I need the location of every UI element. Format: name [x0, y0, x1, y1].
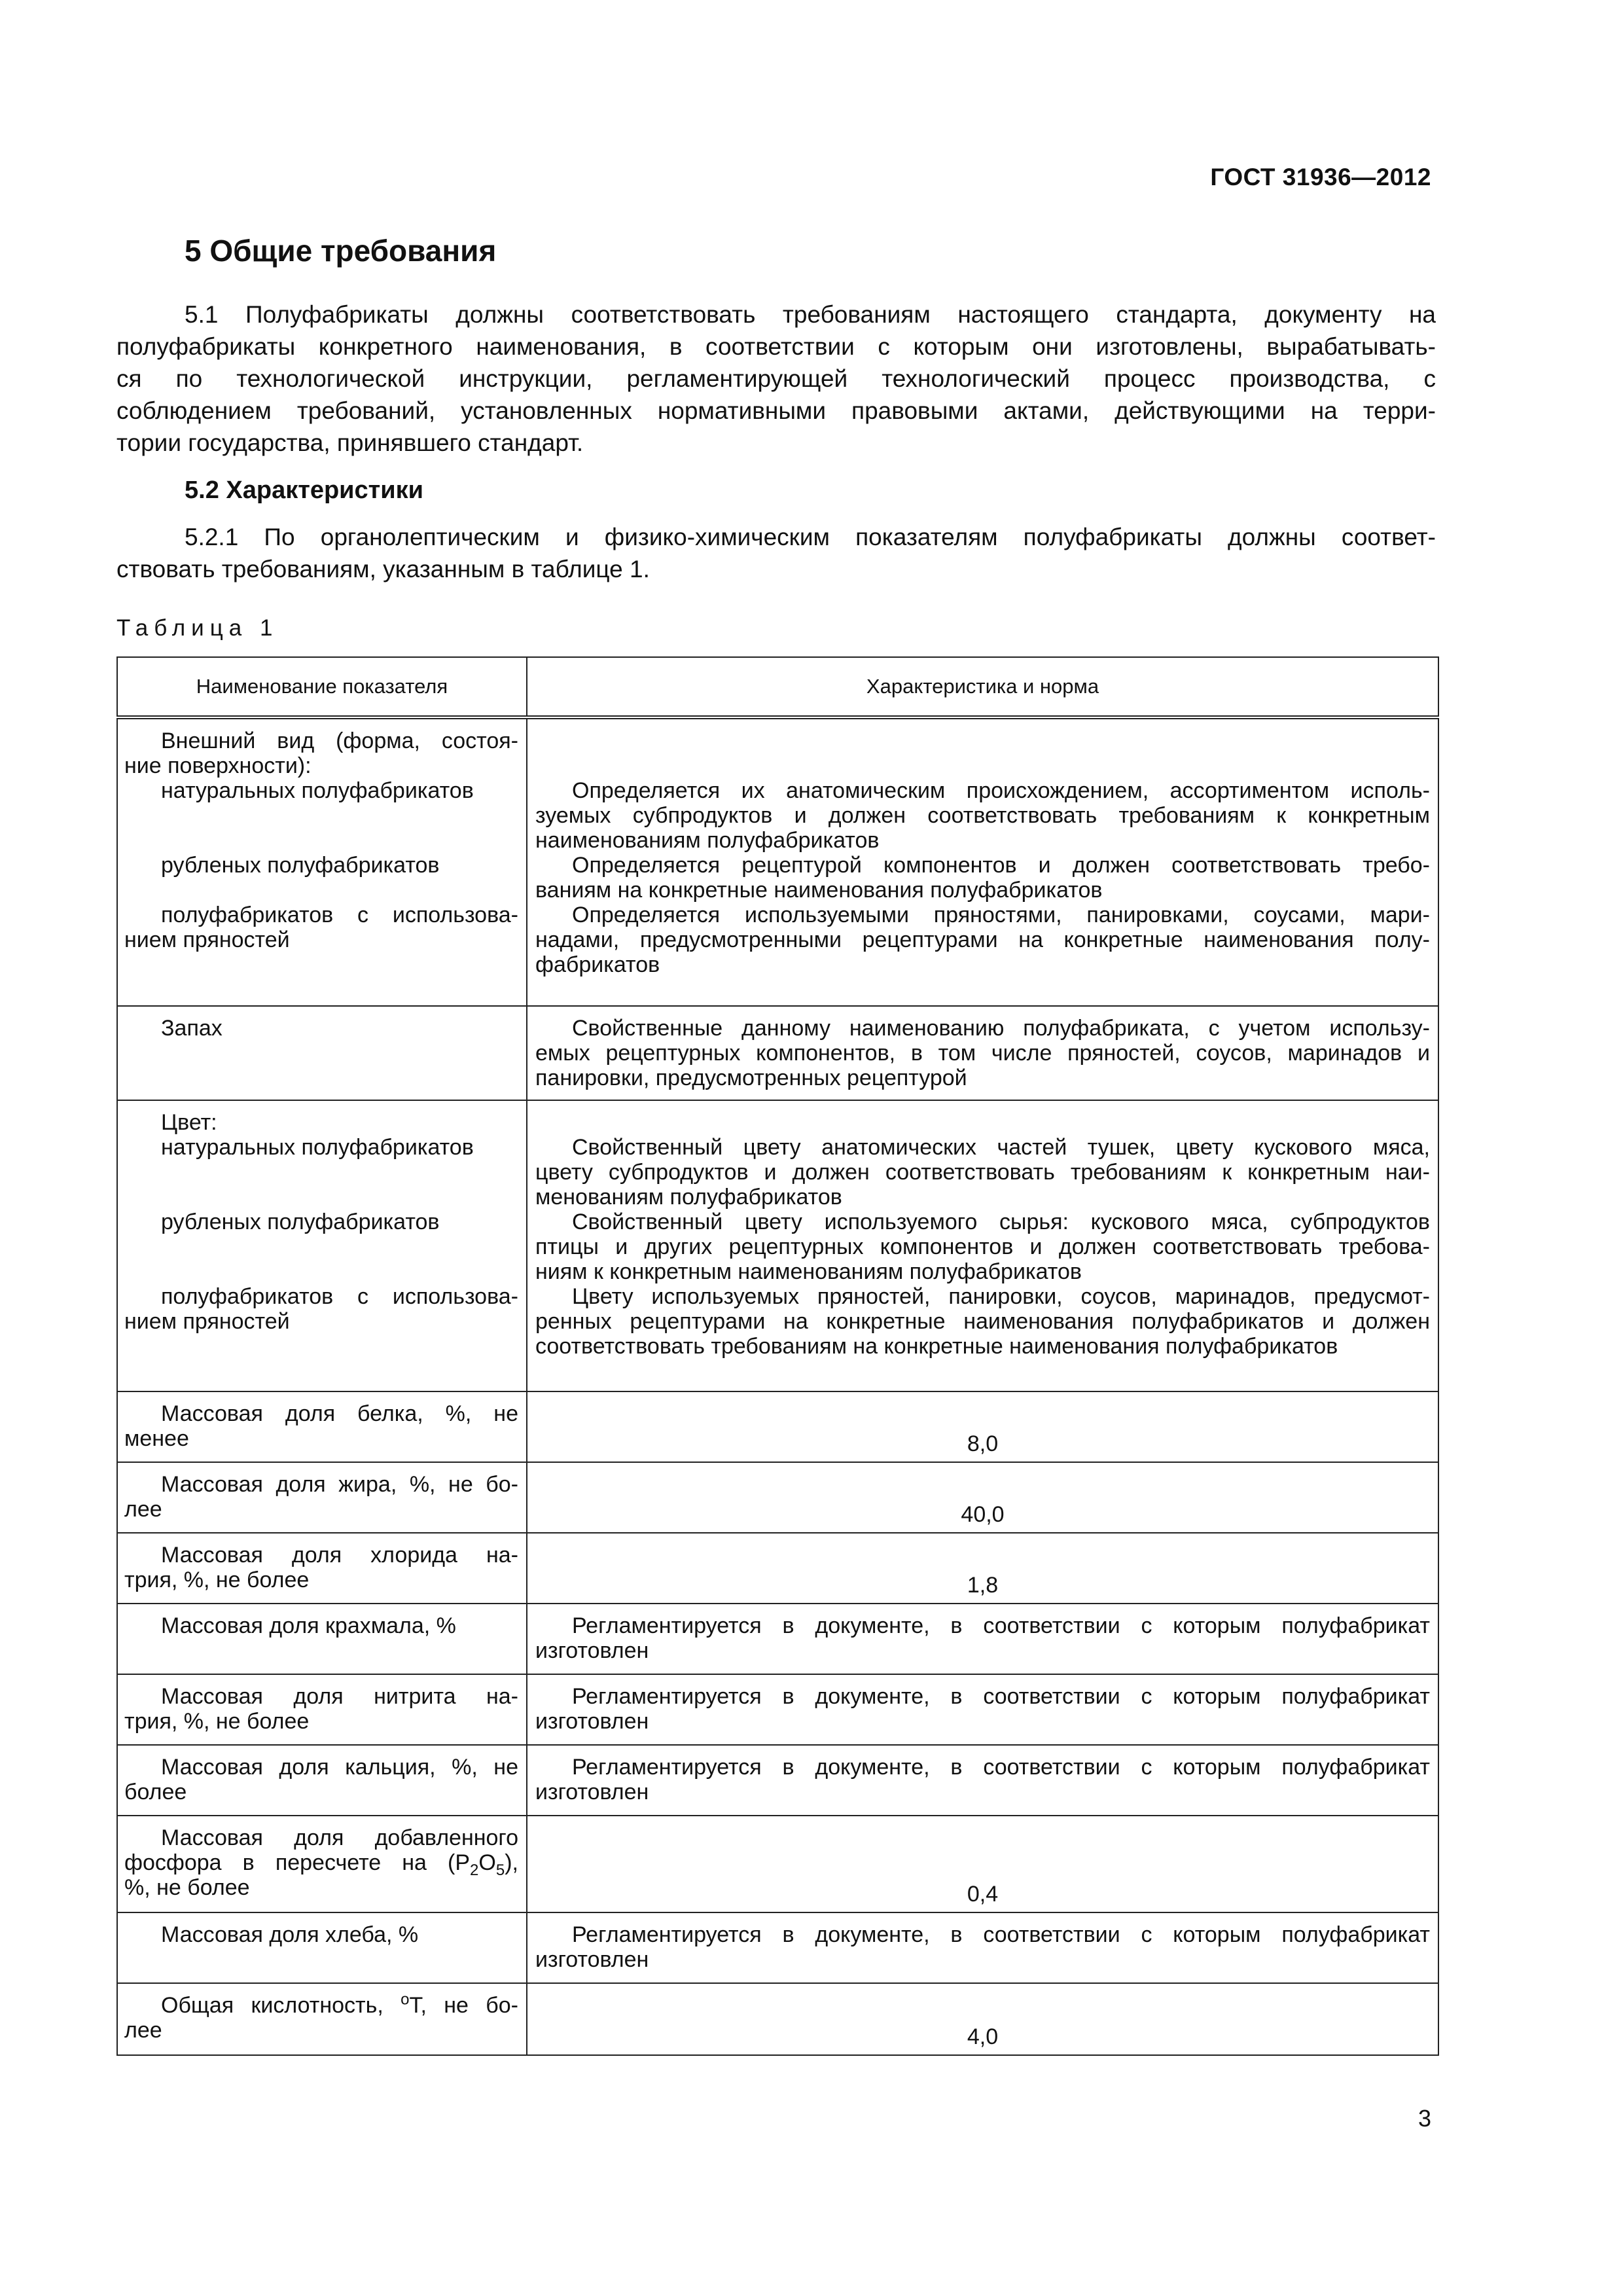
subsection-title: 5.2 Характеристики: [185, 476, 424, 504]
indicator-text: лее: [124, 1497, 162, 1522]
indicator-text: Массовая доля нитрита на-: [161, 1684, 518, 1709]
text-part: Общая кислотность,: [161, 1993, 401, 2018]
indicator-text: Массовая доля добавленного: [161, 1825, 518, 1850]
indicator-cell: [117, 717, 527, 1006]
norm-text: менованиям полуфабрикатов: [535, 1185, 842, 1210]
indicator-text: Массовая доля белка, %, не: [161, 1401, 518, 1426]
subscript: 2: [470, 1861, 479, 1879]
norm-text: надами, предусмотренными рецептурами на конкретные наименования полу-: [535, 927, 1430, 952]
indicator-text: Цвет:: [161, 1110, 217, 1135]
norm-text: цвету субпродуктов и должен соответствовать требованиям к конкретным наи-: [535, 1160, 1430, 1185]
norm-text: изготовлен: [535, 1638, 649, 1663]
indicator-text: нием пряностей: [124, 1309, 290, 1334]
norm-text: панировки, предусмотренных рецептурой: [535, 1066, 967, 1090]
norm-text: Свойственный цвету используемого сырья: кускового мяса, субпродуктов: [572, 1210, 1430, 1234]
norm-cell: [527, 1006, 1438, 1100]
standard-number: ГОСТ 31936—2012: [1210, 164, 1431, 190]
spacer: [535, 728, 1430, 778]
indicator-cell: [117, 1391, 527, 1462]
indicator-text: рубленых полуфабрикатов: [161, 1210, 440, 1234]
norm-text: Цвету используемых пряностей, панировки, соусов, маринадов, предусмот-: [572, 1284, 1430, 1309]
indicator-text: полуфабрикатов с использова-: [161, 1284, 518, 1309]
table-row: [117, 1006, 1438, 1100]
norm-value: 40,0: [961, 1502, 1005, 1527]
norm-cell: [527, 1604, 1438, 1674]
paragraph-line: 5.1 Полуфабрикаты должны соответствовать требованиям настоящего стандарта, документу на: [185, 301, 1436, 328]
indicator-text: лее: [124, 2018, 162, 2043]
norm-text: Свойственные данному наименованию полуфабриката, с учетом использу-: [572, 1016, 1430, 1041]
indicator-text: Массовая доля хлорида на-: [161, 1543, 518, 1568]
spacer: [124, 878, 518, 903]
paragraph-line: тории государства, принявшего стандарт.: [116, 429, 584, 456]
norm-value: 1,8: [967, 1573, 999, 1598]
paragraph-5-2-1: [116, 521, 1436, 585]
paragraph-line: ствовать требованиям, указанным в таблице 1.: [116, 556, 650, 583]
header-norm: Характеристика и норма: [527, 657, 1438, 717]
norm-cell: [527, 1983, 1438, 2055]
norm-text: Регламентируется в документе, в соответствии с которым полуфабрикат: [572, 1755, 1430, 1780]
norm-value: 8,0: [967, 1431, 999, 1456]
indicator-text: %, не более: [124, 1875, 250, 1900]
norm-text: соответствовать требованиям на конкретные наименования полуфабрикатов: [535, 1334, 1338, 1359]
table-row: [117, 1533, 1438, 1604]
norm-text: Определяется используемыми пряностями, панировками, соусами, мари-: [572, 903, 1430, 927]
table-header-row: [117, 657, 1438, 717]
indicator-text: натуральных полуфабрикатов: [161, 1135, 474, 1160]
indicator-cell: [117, 1006, 527, 1100]
norm-text: птицы и других рецептурных компонентов и должен соответствовать требова-: [535, 1234, 1430, 1259]
indicator-text: полуфабрикатов с использова-: [161, 903, 518, 927]
norm-value: 0,4: [967, 1882, 999, 1907]
norm-text: Свойственный цвету анатомических частей тушек, цвету кускового мяса,: [572, 1135, 1430, 1160]
table-row: [117, 1745, 1438, 1816]
indicator-text: трия, %, не более: [124, 1568, 310, 1592]
indicator-text: [124, 1850, 518, 1879]
norm-cell: [527, 1745, 1438, 1816]
norm-cell: [527, 1533, 1438, 1604]
norm-text: Регламентируется в документе, в соответствии с которым полуфабрикат: [572, 1922, 1430, 1947]
indicator-text: трия, %, не более: [124, 1709, 310, 1734]
table-row: [117, 1674, 1438, 1745]
norm-text: ниям к конкретным наименованиям полуфабрикатов: [535, 1259, 1082, 1284]
norm-cell: [527, 1462, 1438, 1533]
indicator-text: Массовая доля хлеба, %: [161, 1922, 419, 1947]
indicator-text: Массовая доля жира, %, не бо-: [161, 1472, 518, 1497]
paragraph-line: ся по технологической инструкции, регламентирующей технологический процесс производства, с: [116, 365, 1436, 392]
norm-cell: [527, 1912, 1438, 1983]
norm-text: Определяется рецептурой компонентов и должен соответствовать требо-: [572, 853, 1430, 878]
norm-text: изготовлен: [535, 1709, 649, 1734]
norm-text: зуемых субпродуктов и должен соответствовать требованиям к конкретным: [535, 803, 1430, 828]
norm-cell: [527, 717, 1438, 1006]
table-row: [117, 1983, 1438, 2055]
section-title: 5 Общие требования: [185, 234, 497, 268]
indicator-text: нием пряностей: [124, 927, 290, 952]
norm-cell: [527, 1816, 1438, 1912]
norm-cell: [527, 1391, 1438, 1462]
table-row: [117, 1816, 1438, 1912]
text-part: Т, не бо-: [409, 1993, 518, 2018]
indicator-cell: [117, 1816, 527, 1912]
indicator-text: Запах: [161, 1016, 223, 1041]
spacer: [124, 1234, 518, 1284]
table-row: [117, 1604, 1438, 1674]
norm-value: 4,0: [967, 2024, 999, 2049]
norm-text: ваниям на конкретные наименования полуфабрикатов: [535, 878, 1103, 903]
subscript: 5: [495, 1861, 505, 1879]
indicator-cell: [117, 1462, 527, 1533]
indicator-text: рубленых полуфабрикатов: [161, 853, 440, 878]
page-number: 3: [1418, 2105, 1431, 2132]
indicator-cell: [117, 1983, 527, 2055]
indicator-text: натуральных полуфабрикатов: [161, 778, 474, 803]
paragraph-line: 5.2.1 По органолептическим и физико-химическим показателям полуфабрикаты должны соответ-: [185, 524, 1436, 550]
spacer: [124, 803, 518, 853]
paragraph-5-1: [116, 298, 1436, 459]
norm-cell: [527, 1100, 1438, 1391]
norm-cell: [527, 1674, 1438, 1745]
indicator-cell: [117, 1674, 527, 1745]
indicator-text: менее: [124, 1426, 189, 1451]
table-row: [117, 717, 1438, 1006]
paragraph-line: полуфабрикаты конкретного наименования, в соответствии с которым они изготовлены, вырабатывать-: [116, 333, 1436, 360]
text-part: ),: [505, 1850, 518, 1875]
indicator-cell: [117, 1100, 527, 1391]
norm-text: наименованиям полуфабрикатов: [535, 828, 880, 853]
indicator-cell: [117, 1745, 527, 1816]
indicator-text: Массовая доля кальция, %, не: [161, 1755, 518, 1780]
norm-text: емых рецептурных компонентов, в том числе пряностей, соусов, маринадов и: [535, 1041, 1430, 1066]
table-row: [117, 1912, 1438, 1983]
spacer: [124, 1160, 518, 1210]
norm-text: фабрикатов: [535, 952, 660, 977]
table-row: [117, 1100, 1438, 1391]
indicator-text: более: [124, 1780, 187, 1804]
text-part: фосфора в пересчете на (P: [124, 1850, 471, 1875]
indicator-text: [124, 1990, 518, 2018]
spacer: [535, 1110, 1430, 1135]
indicator-text: Массовая доля крахмала, %: [161, 1613, 456, 1638]
header-indicator: Наименование показателя: [117, 657, 527, 717]
norm-text: изготовлен: [535, 1947, 649, 1972]
indicator-text: ние поверхности):: [124, 753, 312, 778]
superscript: о: [401, 1990, 410, 2009]
norm-text: Регламентируется в документе, в соответствии с которым полуфабрикат: [572, 1613, 1430, 1638]
paragraph-line: соблюдением требований, установленных нормативными правовыми актами, действующими на терри-: [116, 397, 1436, 424]
indicator-cell: [117, 1604, 527, 1674]
norm-text: Определяется их анатомическим происхождением, ассортиментом исполь-: [572, 778, 1430, 803]
text-part: O: [478, 1850, 496, 1875]
indicator-cell: [117, 1533, 527, 1604]
indicator-cell: [117, 1912, 527, 1983]
norm-text: ренных рецептурами на конкретные наименования полуфабрикатов и должен: [535, 1309, 1430, 1334]
table-caption: Таблица 1: [116, 615, 279, 641]
norm-text: изготовлен: [535, 1780, 649, 1804]
table-row: [117, 1391, 1438, 1462]
table-row: [117, 1462, 1438, 1533]
indicator-text: Внешний вид (форма, состоя-: [161, 728, 518, 753]
norm-text: Регламентируется в документе, в соответствии с которым полуфабрикат: [572, 1684, 1430, 1709]
requirements-table: [116, 656, 1439, 2056]
